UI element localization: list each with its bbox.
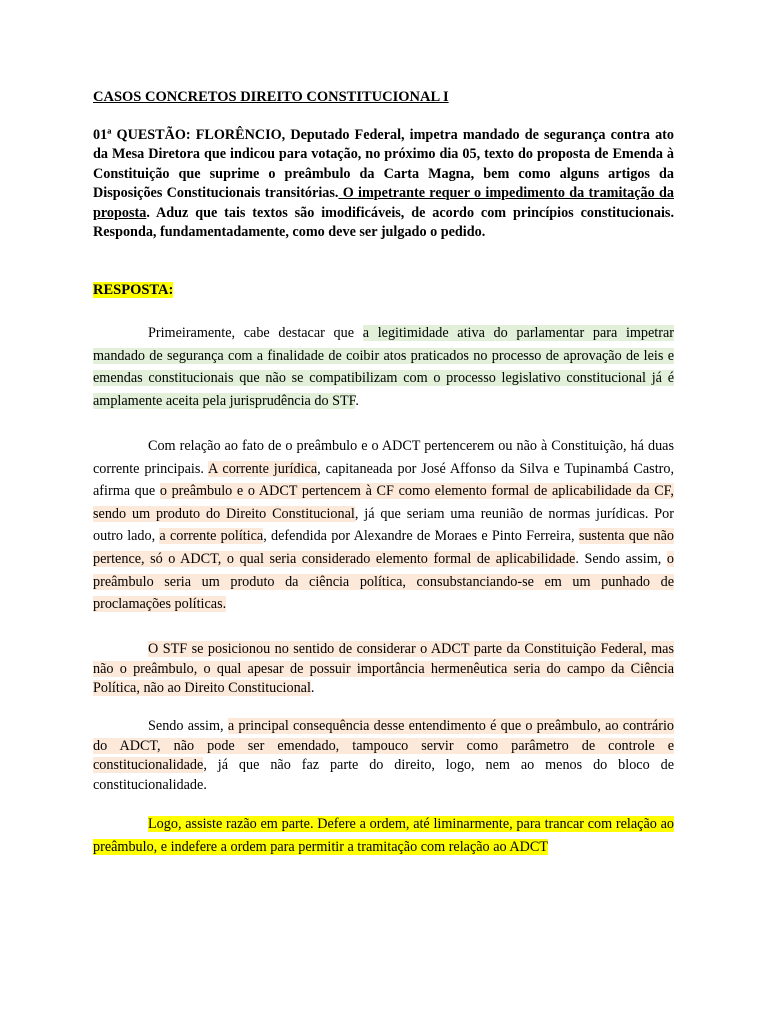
p2-highlight-f: a corrente política [159,528,264,545]
p2-highlight-h: sustenta que não pertence, só o ADCT, o qual seria considerado elemento formal de aplicabilidade [93,528,674,567]
response-label [93,281,674,299]
p2-highlight-d: o preâmbulo e o ADCT pertencem à CF como elemento formal de aplicabilidade da CF, sendo um produto do Direito Constitucional [93,483,674,522]
answer-paragraph-4 [93,717,674,795]
answer-paragraph-3 [93,640,674,699]
answer-conclusion [93,813,674,858]
p1-highlight: a legitimidade ativa do parlamentar para impetrar mandado de segurança com a finalidade de coibir atos praticados no processo de aprovação de leis e emendas constitucionais que não se compatibilizam com o processo legislativo constitucional já é amplamente aceita pela jurisprudência do STF [93,325,674,409]
question-text-end: . Aduz que tais textos são imodificáveis, de acordo com princípios constitucionais. Responda, fundamentadamente, como deve ser julgado o pedido. [93,204,674,241]
document-title: CASOS CONCRETOS DIREITO CONSTITUCIONAL I [93,89,449,105]
p2-text-i: . Sendo assim, [575,550,667,567]
p1-text: Primeiramente, cabe destacar que [148,325,363,341]
question-text: 01ª QUESTÃO: FLORÊNCIO, Deputado Federal, impetra mandado de segurança contra ato da Mesa Diretora que indicou para votação, no próximo dia 05, texto do proposta de Emenda à Constituição que suprime o preâmbulo da Carta Magna, bem como alguns artigos da Disposições Constitucionais transitórias. [93,127,674,202]
p2-text-a: Com relação ao fato de o preâmbulo e o ADCT pertencerem ou não à Constituição, há duas corrente principais. [93,438,674,477]
response-label-text: RESPOSTA: [93,282,174,298]
p2-highlight-j: o preâmbulo seria um produto da ciência política, consubstanciando-se em um punhado de proclamações políticas. [93,550,674,613]
p4-text-a: Sendo assim, [148,718,228,734]
p4-text-c: , já que não faz parte do direito, logo, nem ao menos do bloco de constitucionalidade. [93,757,674,793]
answer-paragraph-2 [93,435,674,616]
p1-end: . [355,392,359,409]
question-request: O impetrante requer o impedimento da tramitação da proposta [93,185,674,221]
p3-highlight: O STF se posicionou no sentido de considerar o ADCT parte da Constituição Federal, mas não o preâmbulo, o qual apesar de possuir importância hermenêutica seria do campo da Ciência Política, não ao Direito Constitucional [93,641,674,697]
p4-highlight: a principal consequência desse entendimento é que o preâmbulo, ao contrário do ADCT, não pode ser emendado, tampouco servir como parâmetro de controle e constitucionalidade [93,718,674,774]
question-paragraph [93,126,674,242]
p2-text-g: , defendida por Alexandre de Moraes e Pinto Ferreira, [263,528,579,545]
p3-end: . [310,680,315,697]
p2-highlight-b: A corrente jurídica [208,460,318,477]
conclusion-highlight: Logo, assiste razão em parte. Defere a ordem, até liminarmente, para trancar com relação ao preâmbulo, e indefere a ordem para permitir a tramitação com relação ao ADCT [93,816,674,855]
answer-paragraph-1 [93,322,674,412]
p2-text-e: , já que seriam uma reunião de normas jurídicas. Por outro lado, [93,505,674,545]
p2-text-c: , capitaneada por José Affonso da Silva e Tupinambá Castro, afirma que [93,460,674,500]
